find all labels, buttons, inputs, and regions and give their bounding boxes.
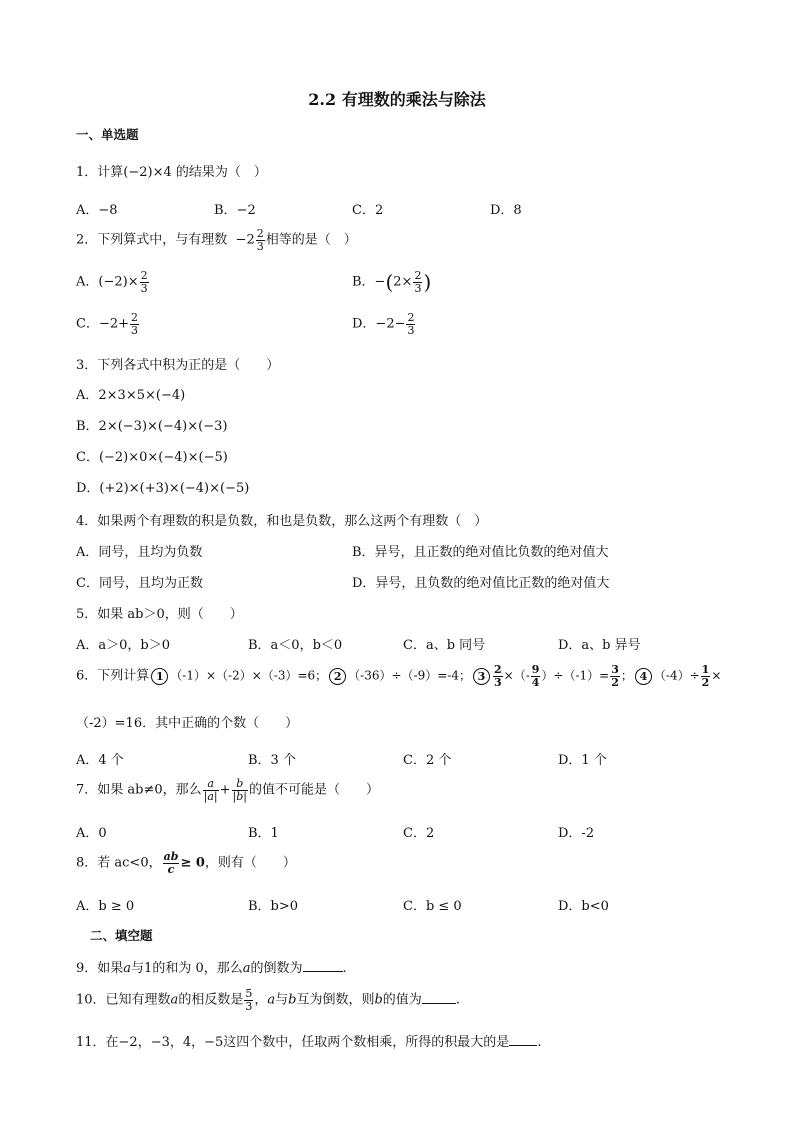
circled-number-1: 1	[151, 668, 168, 685]
q9-prefix: 9．如果	[76, 961, 124, 976]
q2-stem-frac-num: 2	[256, 227, 264, 240]
q7-option-b[interactable]: B．1	[248, 826, 279, 841]
q6-e3c-num: 3	[611, 663, 619, 676]
q2-option-b[interactable]	[352, 270, 431, 294]
q4-option-a[interactable]: A．同号，且均为负数	[76, 545, 203, 560]
q9-var-a2: a	[242, 961, 251, 976]
q8-f-den: c	[163, 863, 180, 876]
q2-optb-prefix: B．−	[352, 274, 386, 290]
q7-frac-a	[203, 778, 219, 802]
q10-mid2: ，	[254, 992, 268, 1008]
q10-var-a: a	[170, 992, 179, 1008]
q2-stem-suffix: 相等的是（ ）	[265, 232, 357, 248]
q2-optd-frac-num: 2	[407, 311, 415, 324]
q6-option-a[interactable]: A．4 个	[76, 753, 124, 768]
q6-expr4-a: （-4）÷	[653, 668, 700, 683]
q6-e3a-den: 3	[493, 675, 502, 689]
question-4-stem: 4．如果两个有理数的积是负数，和也是负数，那么这两个有理数（ ）	[76, 514, 488, 529]
question-9-stem	[76, 957, 347, 976]
circled-number-4: 4	[635, 668, 652, 685]
q10-prefix: 10．已知有理数	[76, 992, 171, 1008]
q2-opta-fraction	[140, 270, 149, 294]
q2-option-c[interactable]	[76, 312, 140, 336]
question-6-stem	[76, 664, 721, 688]
q6-e3c-den: 2	[611, 675, 619, 689]
q2-opta-frac-den: 3	[140, 281, 148, 295]
q6-expr4-b: ×	[711, 668, 722, 683]
question-6-stem-line2: （-2）=16．其中正确的个数（ ）	[76, 716, 299, 731]
q9-answer-blank[interactable]	[303, 959, 343, 972]
q8-ge: ≥ 0	[180, 855, 205, 871]
q9-end: .	[342, 961, 347, 976]
q2-optb-frac-num: 2	[414, 269, 422, 282]
q3-option-d[interactable]: D．(+2)×(+3)×(−4)×(−5)	[76, 481, 250, 496]
q2-opta-frac-num: 2	[140, 269, 148, 282]
q6-expr-2: （-36）÷（-9）=-4；	[348, 668, 471, 683]
q6-option-b[interactable]: B．3 个	[248, 753, 296, 768]
q7-f2-num: b	[236, 777, 244, 790]
q2-optb-left-paren: (	[385, 270, 394, 295]
q2-optb-inner: 2×	[393, 274, 413, 290]
circled-number-3: 3	[473, 668, 490, 685]
q2-optb-right-paren: )	[423, 270, 432, 295]
q6-prefix: 6．下列计算	[76, 668, 150, 684]
q7-frac-b	[232, 778, 248, 802]
q2-optb-fraction	[413, 270, 422, 294]
q7-option-a[interactable]: A．0	[76, 826, 107, 841]
q4-option-c[interactable]: C．同号，且均为正数	[76, 576, 203, 591]
question-11-stem	[76, 1031, 541, 1050]
q2-optc-fraction	[130, 312, 139, 336]
q7-option-d[interactable]: D．-2	[558, 826, 595, 841]
q8-fraction	[163, 851, 180, 875]
q2-optd-fraction	[406, 312, 415, 336]
page-title: 2.2 有理数的乘法与除法	[308, 90, 486, 109]
q1-option-c[interactable]: C．2	[352, 203, 384, 218]
q2-option-d[interactable]	[352, 312, 416, 336]
q10-fraction	[244, 988, 253, 1012]
q2-opta-prefix: A．(−2)×	[76, 274, 139, 290]
q3-option-c[interactable]: C．(−2)×0×(−4)×(−5)	[76, 450, 228, 465]
q10-mid4: 互为倒数，则	[296, 992, 375, 1008]
q6-expr-1: （-1）×（-2）×（-3）=6；	[170, 668, 328, 683]
q6-option-d[interactable]: D．1 个	[558, 753, 607, 768]
q10-f-num: 5	[245, 987, 253, 1000]
q7-option-c[interactable]: C．2	[403, 826, 435, 841]
q10-mid3: 与	[275, 992, 289, 1008]
q6-expr3-frac-b	[531, 664, 541, 688]
q10-var-b: b	[288, 992, 297, 1008]
q1-option-a[interactable]: A．−8	[76, 203, 118, 218]
q5-option-c[interactable]: C．a、b 同号	[403, 638, 486, 653]
q10-var-a2: a	[267, 992, 276, 1008]
q2-stem-frac-den: 3	[256, 239, 264, 253]
q3-option-a[interactable]: A．2×3×5×(−4)	[76, 388, 186, 403]
q7-suffix: 的值不可能是（ ）	[249, 782, 380, 798]
circled-number-2: 2	[329, 668, 346, 685]
section-heading-fill-in: 二、填空题	[90, 928, 153, 943]
q2-stem-number: −2	[235, 232, 255, 248]
q7-f1-num: a	[207, 777, 214, 790]
q7-prefix: 7．如果 ab≠0，那么	[76, 782, 202, 798]
q6-expr3-c: ）÷（-1）=	[541, 668, 610, 683]
question-7-stem	[76, 778, 379, 802]
q4-option-d[interactable]: D．异号，且负数的绝对值比正数的绝对值大	[352, 576, 610, 591]
q6-expr3-b: ×（-	[503, 668, 530, 683]
q2-optb-frac-den: 3	[414, 281, 422, 295]
q10-f-den: 3	[245, 999, 253, 1013]
q11-text: 11．在−2，−3，4，−5这四个数中，任取两个数相乘，所得的积最大的是	[76, 1035, 510, 1050]
q6-expr3-d: ；	[620, 668, 633, 683]
q2-optc-frac-num: 2	[131, 311, 139, 324]
q8-option-b[interactable]: B．b>0	[248, 899, 299, 914]
q2-optd-prefix: D．−2−	[352, 316, 406, 332]
q6-expr3-frac-c	[610, 664, 620, 688]
question-5-stem: 5．如果 ab＞0，则（ ）	[76, 607, 243, 622]
q8-f-num: ab	[163, 850, 179, 863]
q6-e4-den: 2	[701, 675, 710, 689]
q7-f2-den: |b|	[232, 789, 247, 803]
q6-option-c[interactable]: C．2 个	[403, 753, 452, 768]
q10-mid: 的相反数是	[178, 992, 244, 1008]
q8-option-d[interactable]: D．b<0	[558, 899, 609, 914]
q6-e4-num: 1	[701, 663, 710, 676]
q6-expr4-frac	[701, 664, 711, 688]
q8-option-a[interactable]: A．b ≥ 0	[76, 899, 135, 914]
question-3-stem: 3．下列各式中积为正的是（ ）	[76, 358, 280, 373]
question-10-stem	[76, 988, 460, 1012]
q1-option-d[interactable]: D．8	[490, 203, 522, 218]
q10-end: .	[455, 992, 460, 1008]
q2-option-a[interactable]	[76, 270, 150, 294]
q10-suffix: 的值为	[382, 992, 422, 1008]
q2-optc-frac-den: 3	[131, 323, 139, 337]
question-8-stem	[76, 851, 296, 875]
q8-prefix: 8．若 ac<0，	[76, 855, 162, 871]
q11-end: .	[537, 1035, 542, 1050]
q5-option-d[interactable]: D．a、b 异号	[558, 638, 641, 653]
q7-plus: +	[219, 782, 231, 798]
q2-optd-frac-den: 3	[407, 323, 415, 337]
q5-option-a[interactable]: A．a＞0，b＞0	[76, 638, 171, 653]
q2-stem-prefix: 2．下列算式中，与有理数	[76, 232, 228, 248]
q2-optc-prefix: C．−2+	[76, 316, 130, 332]
q6-expr3-frac-a	[493, 664, 503, 688]
q9-var-a: a	[123, 961, 132, 976]
q9-suffix: 的倒数为	[250, 961, 303, 976]
q5-option-b[interactable]: B．a＜0，b＜0	[248, 638, 343, 653]
q8-suffix: ，则有（ ）	[204, 855, 296, 871]
q10-answer-blank[interactable]	[422, 991, 456, 1004]
q3-option-b[interactable]: B．2×(−3)×(−4)×(−3)	[76, 419, 228, 434]
question-2-stem	[76, 228, 357, 252]
q1-option-b[interactable]: B．−2	[214, 203, 256, 218]
q7-f1-den: |a|	[203, 789, 218, 803]
q9-mid: 与1的和为 0，那么	[131, 961, 243, 976]
q6-e3b-num: 9	[531, 663, 540, 676]
q4-option-b[interactable]: B．异号，且正数的绝对值比负数的绝对值大	[352, 545, 609, 560]
q6-e3b-den: 4	[531, 675, 540, 689]
section-heading-single-choice: 一、单选题	[76, 127, 139, 142]
q6-e3a-num: 2	[493, 663, 502, 676]
q2-stem-fraction	[256, 228, 265, 252]
q11-answer-blank[interactable]	[509, 1033, 537, 1046]
q10-var-b2: b	[374, 992, 383, 1008]
question-1-stem: 1．计算(−2)×4 的结果为（ ）	[76, 165, 267, 180]
q8-option-c[interactable]: C．b ≤ 0	[403, 899, 462, 914]
